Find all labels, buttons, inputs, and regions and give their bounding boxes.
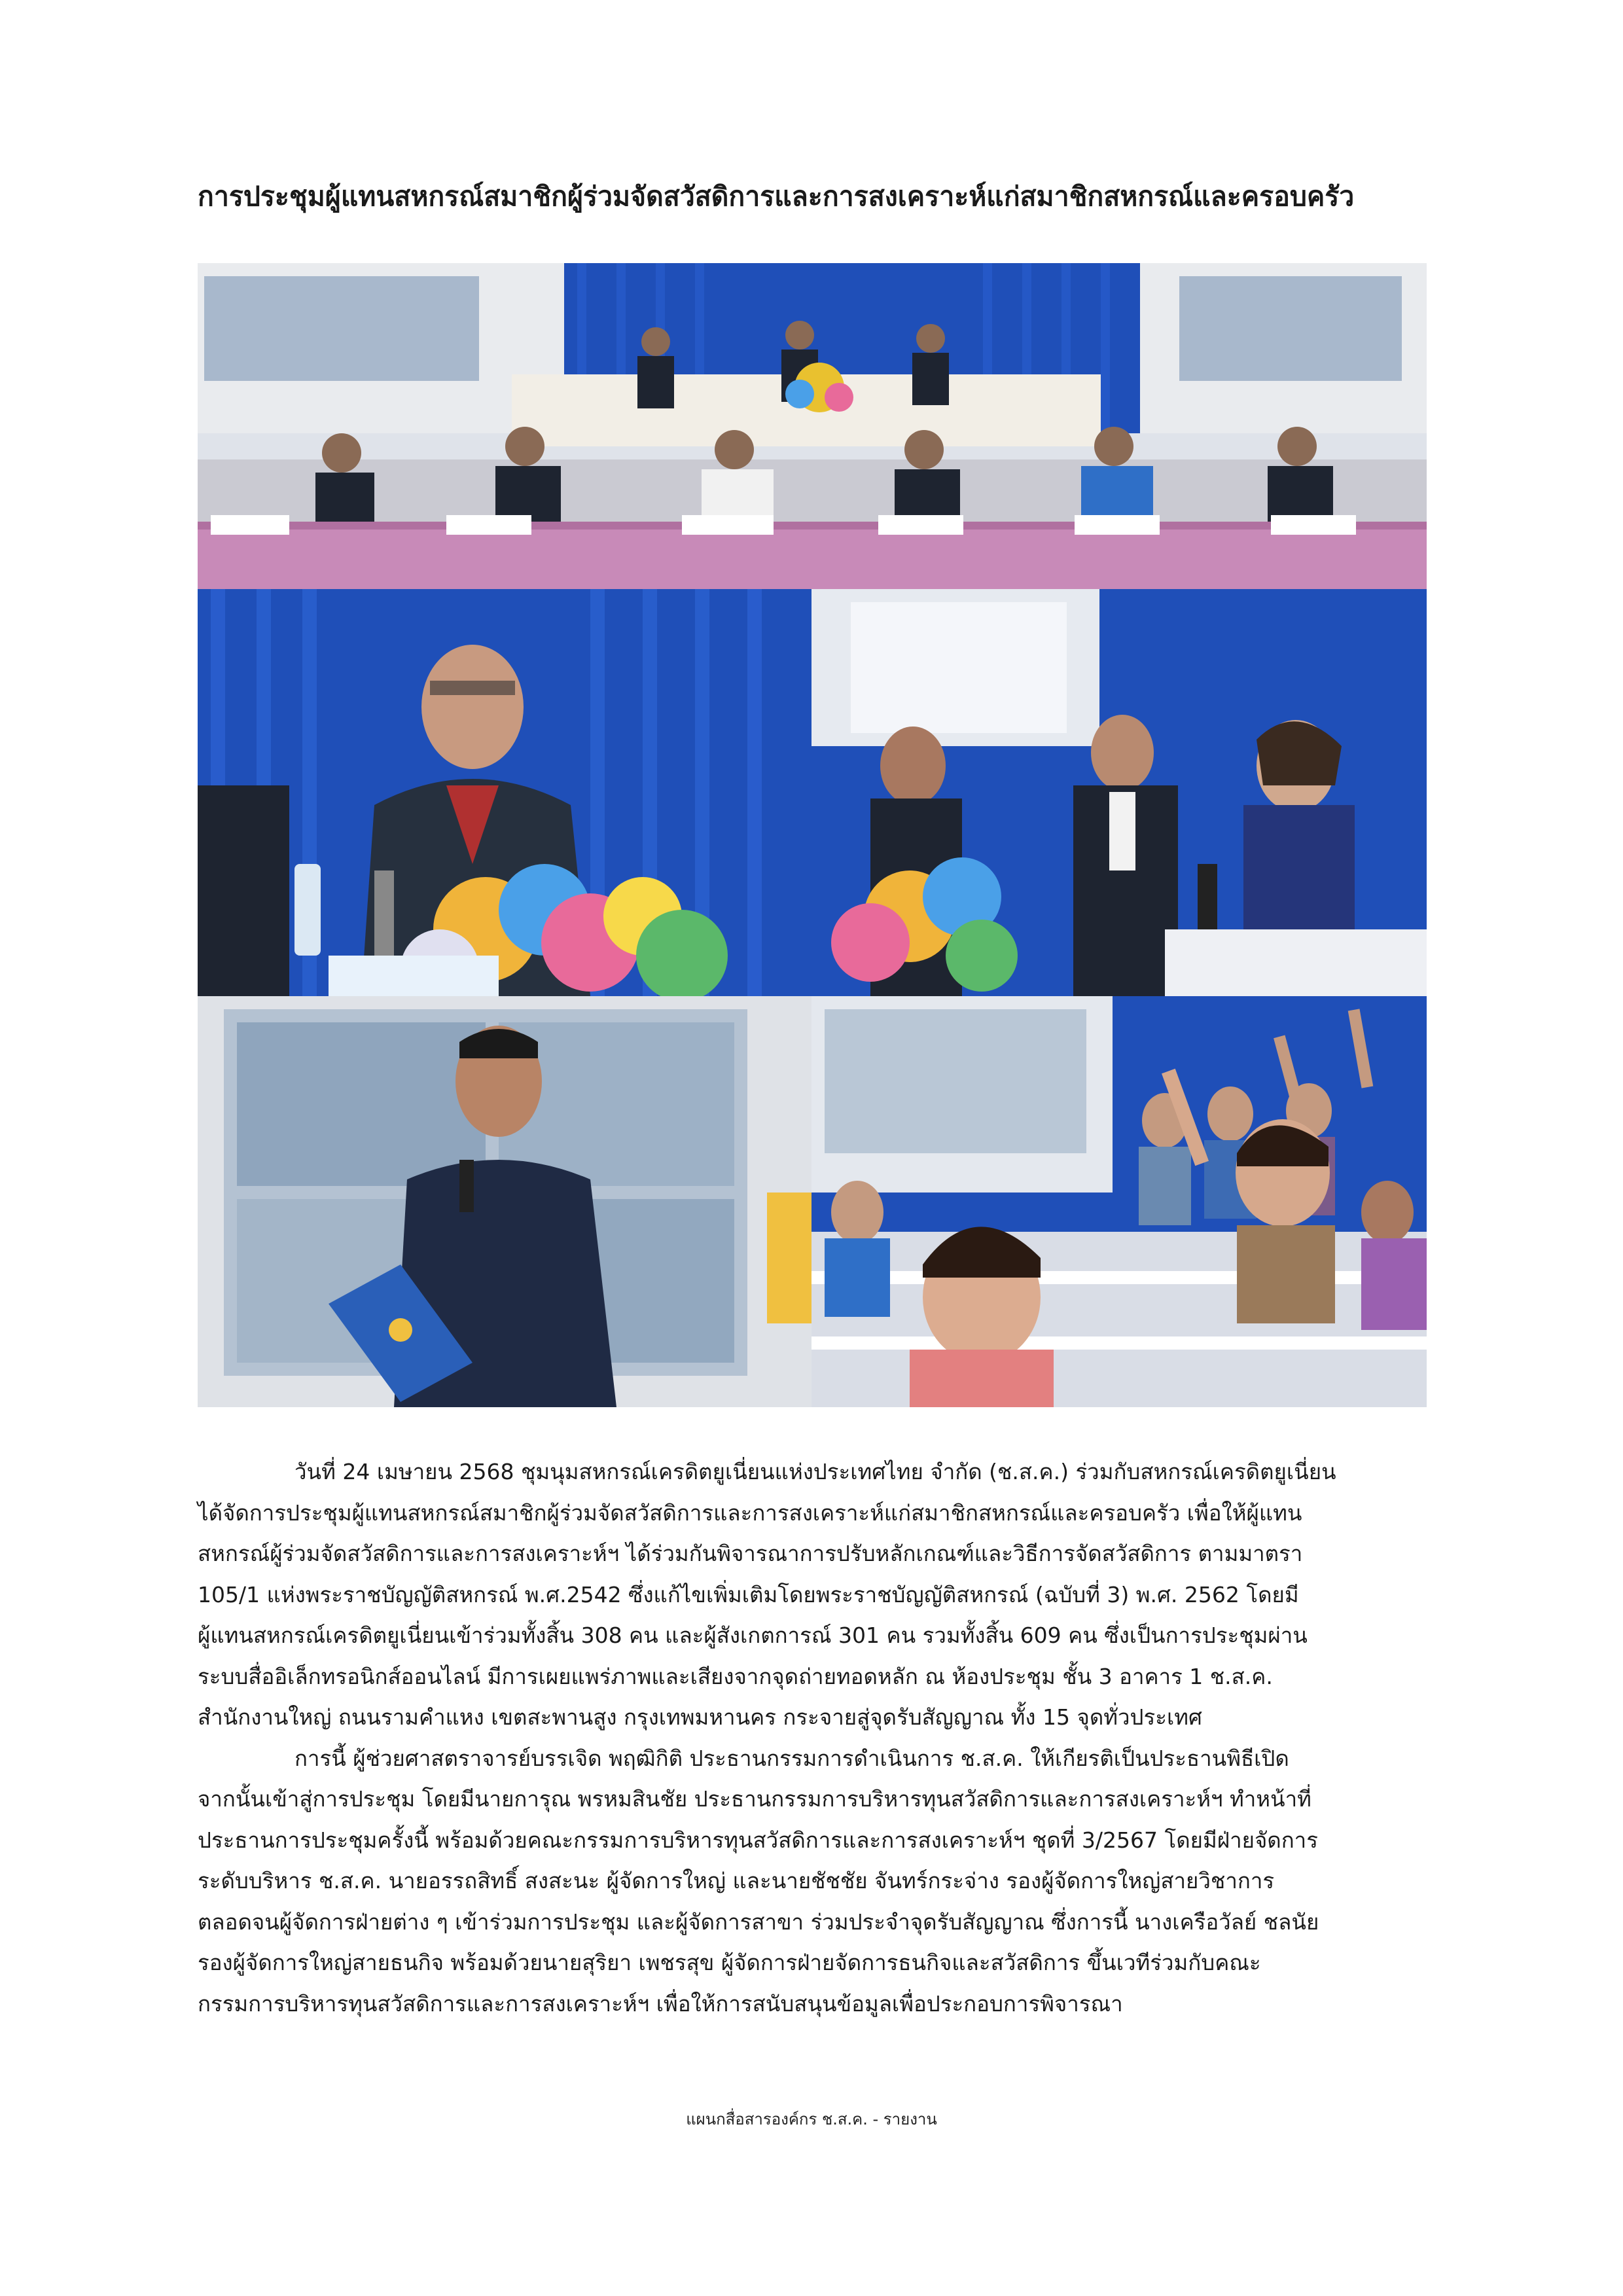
body-line: ผู้แทนสหกรณ์เครดิตยูเนี่ยนเข้าร่วมทั้งสิ้น 308 คน และผู้สังเกตการณ์ 301 คน รวมทั้งสิ้น 609 คน ซึ่งเป็นการประชุมผ่าน: [198, 1623, 1308, 1648]
body-line: ระบบสื่ออิเล็กทรอนิกส์ออนไลน์ มีการเผยแพร่ภาพและเสียงจากจุดถ่ายทอดหลัก ณ ห้องประชุม ชั้น 3 อาคาร 1 ช.ส.ค.: [198, 1663, 1273, 1689]
body-line: รองผู้จัดการใหญ่สายธนกิจ พร้อมด้วยนายสุริยา เพชรสุข ผู้จัดการฝ่ายจัดการธนกิจและสวัสดิการ ขึ้นเวทีร่วมกับคณะ: [198, 1950, 1261, 1975]
body-line: 105/1 แห่งพระราชบัญญัติสหกรณ์ พ.ศ.2542 ซึ่งแก้ไขเพิ่มเติมโดยพระราชบัญญัติสหกรณ์ (ฉบับที่ 3) พ.ศ. 2562 โดยมี: [198, 1581, 1299, 1607]
voting-audience-photo: [812, 996, 1427, 1407]
article-body: [198, 1452, 1427, 2024]
body-line: จากนั้นเข้าสู่การประชุม โดยมีนายการุณ พรหมสินชัย ประธานกรรมการบริหารทุนสวัสดิการและการสงเคราะห์ฯ ทำหน้าที่: [198, 1786, 1311, 1812]
page-title: การประชุมผู้แทนสหกรณ์สมาชิกผู้ร่วมจัดสวัสดิการและการสงเคราะห์แก่สมาชิกสหกรณ์และครอบครัว: [198, 181, 1355, 212]
standing-speaker-photo: [198, 996, 812, 1407]
officials-table-photo: [812, 589, 1427, 996]
body-line: ได้จัดการประชุมผู้แทนสหกรณ์สมาชิกผู้ร่วมจัดสวัสดิการและการสงเคราะห์แก่สมาชิกสหกรณ์และครอบครัว เพื่อให้ผู้แทน: [198, 1499, 1302, 1526]
body-line: สำนักงานใหญ่ ถนนรามคำแหง เขตสะพานสูง กรุงเทพมหานคร กระจายสู่จุดรับสัญญาณ ทั้ง 15 จุดทั่วประเทศ: [198, 1704, 1202, 1730]
body-line: การนี้ ผู้ช่วยศาสตราจารย์บรรเจิด พฤฒิกิติ ประธานกรรมการดำเนินการ ช.ส.ค. ให้เกียรติเป็นประธานพิธีเปิด: [294, 1745, 1289, 1771]
body-line: ตลอดจนผู้จัดการฝ่ายต่าง ๆ เข้าร่วมการประชุม และผู้จัดการสาขา ร่วมประจำจุดรับสัญญาณ ซึ่งการนี้ นางเครือวัลย์ ชลนัย: [198, 1909, 1319, 1935]
body-line: ประธานการประชุมครั้งนี้ พร้อมด้วยคณะกรรมการบริหารทุนสวัสดิการและการสงเคราะห์ฯ ชุดที่ 3/2567 โดยมีฝ่ายจัดการ: [198, 1827, 1318, 1853]
body-line: วันที่ 24 เมษายน 2568 ชุมนุมสหกรณ์เครดิตยูเนี่ยนแห่งประเทศไทย จำกัด (ช.ส.ค.) ร่วมกับสหกรณ์เครดิตยูเนี่ยน: [294, 1459, 1336, 1484]
body-line: สหกรณ์ผู้ร่วมจัดสวัสดิการและการสงเคราะห์ฯ ได้ร่วมกันพิจารณาการปรับหลักเกณฑ์และวิธีการจัดสวัสดิการ ตามมาตรา: [198, 1541, 1303, 1566]
head-table-photo: [198, 263, 1427, 589]
speaker-microphone-photo: [198, 589, 812, 996]
body-line: ระดับบริหาร ช.ส.ค. นายอรรถสิทธิ์ สงสะนะ ผู้จัดการใหญ่ และนายชัชชัย จันทร์กระจ่าง รองผู้จัดการใหญ่สายวิชาการ: [198, 1868, 1275, 1893]
report-footer: แผนกสื่อสารองค์กร ช.ส.ค. - รายงาน: [686, 2110, 937, 2128]
body-line: กรรมการบริหารทุนสวัสดิการและการสงเคราะห์ฯ เพื่อให้การสนับสนุนข้อมูลเพื่อประกอบการพิจารณา: [198, 1990, 1123, 2017]
